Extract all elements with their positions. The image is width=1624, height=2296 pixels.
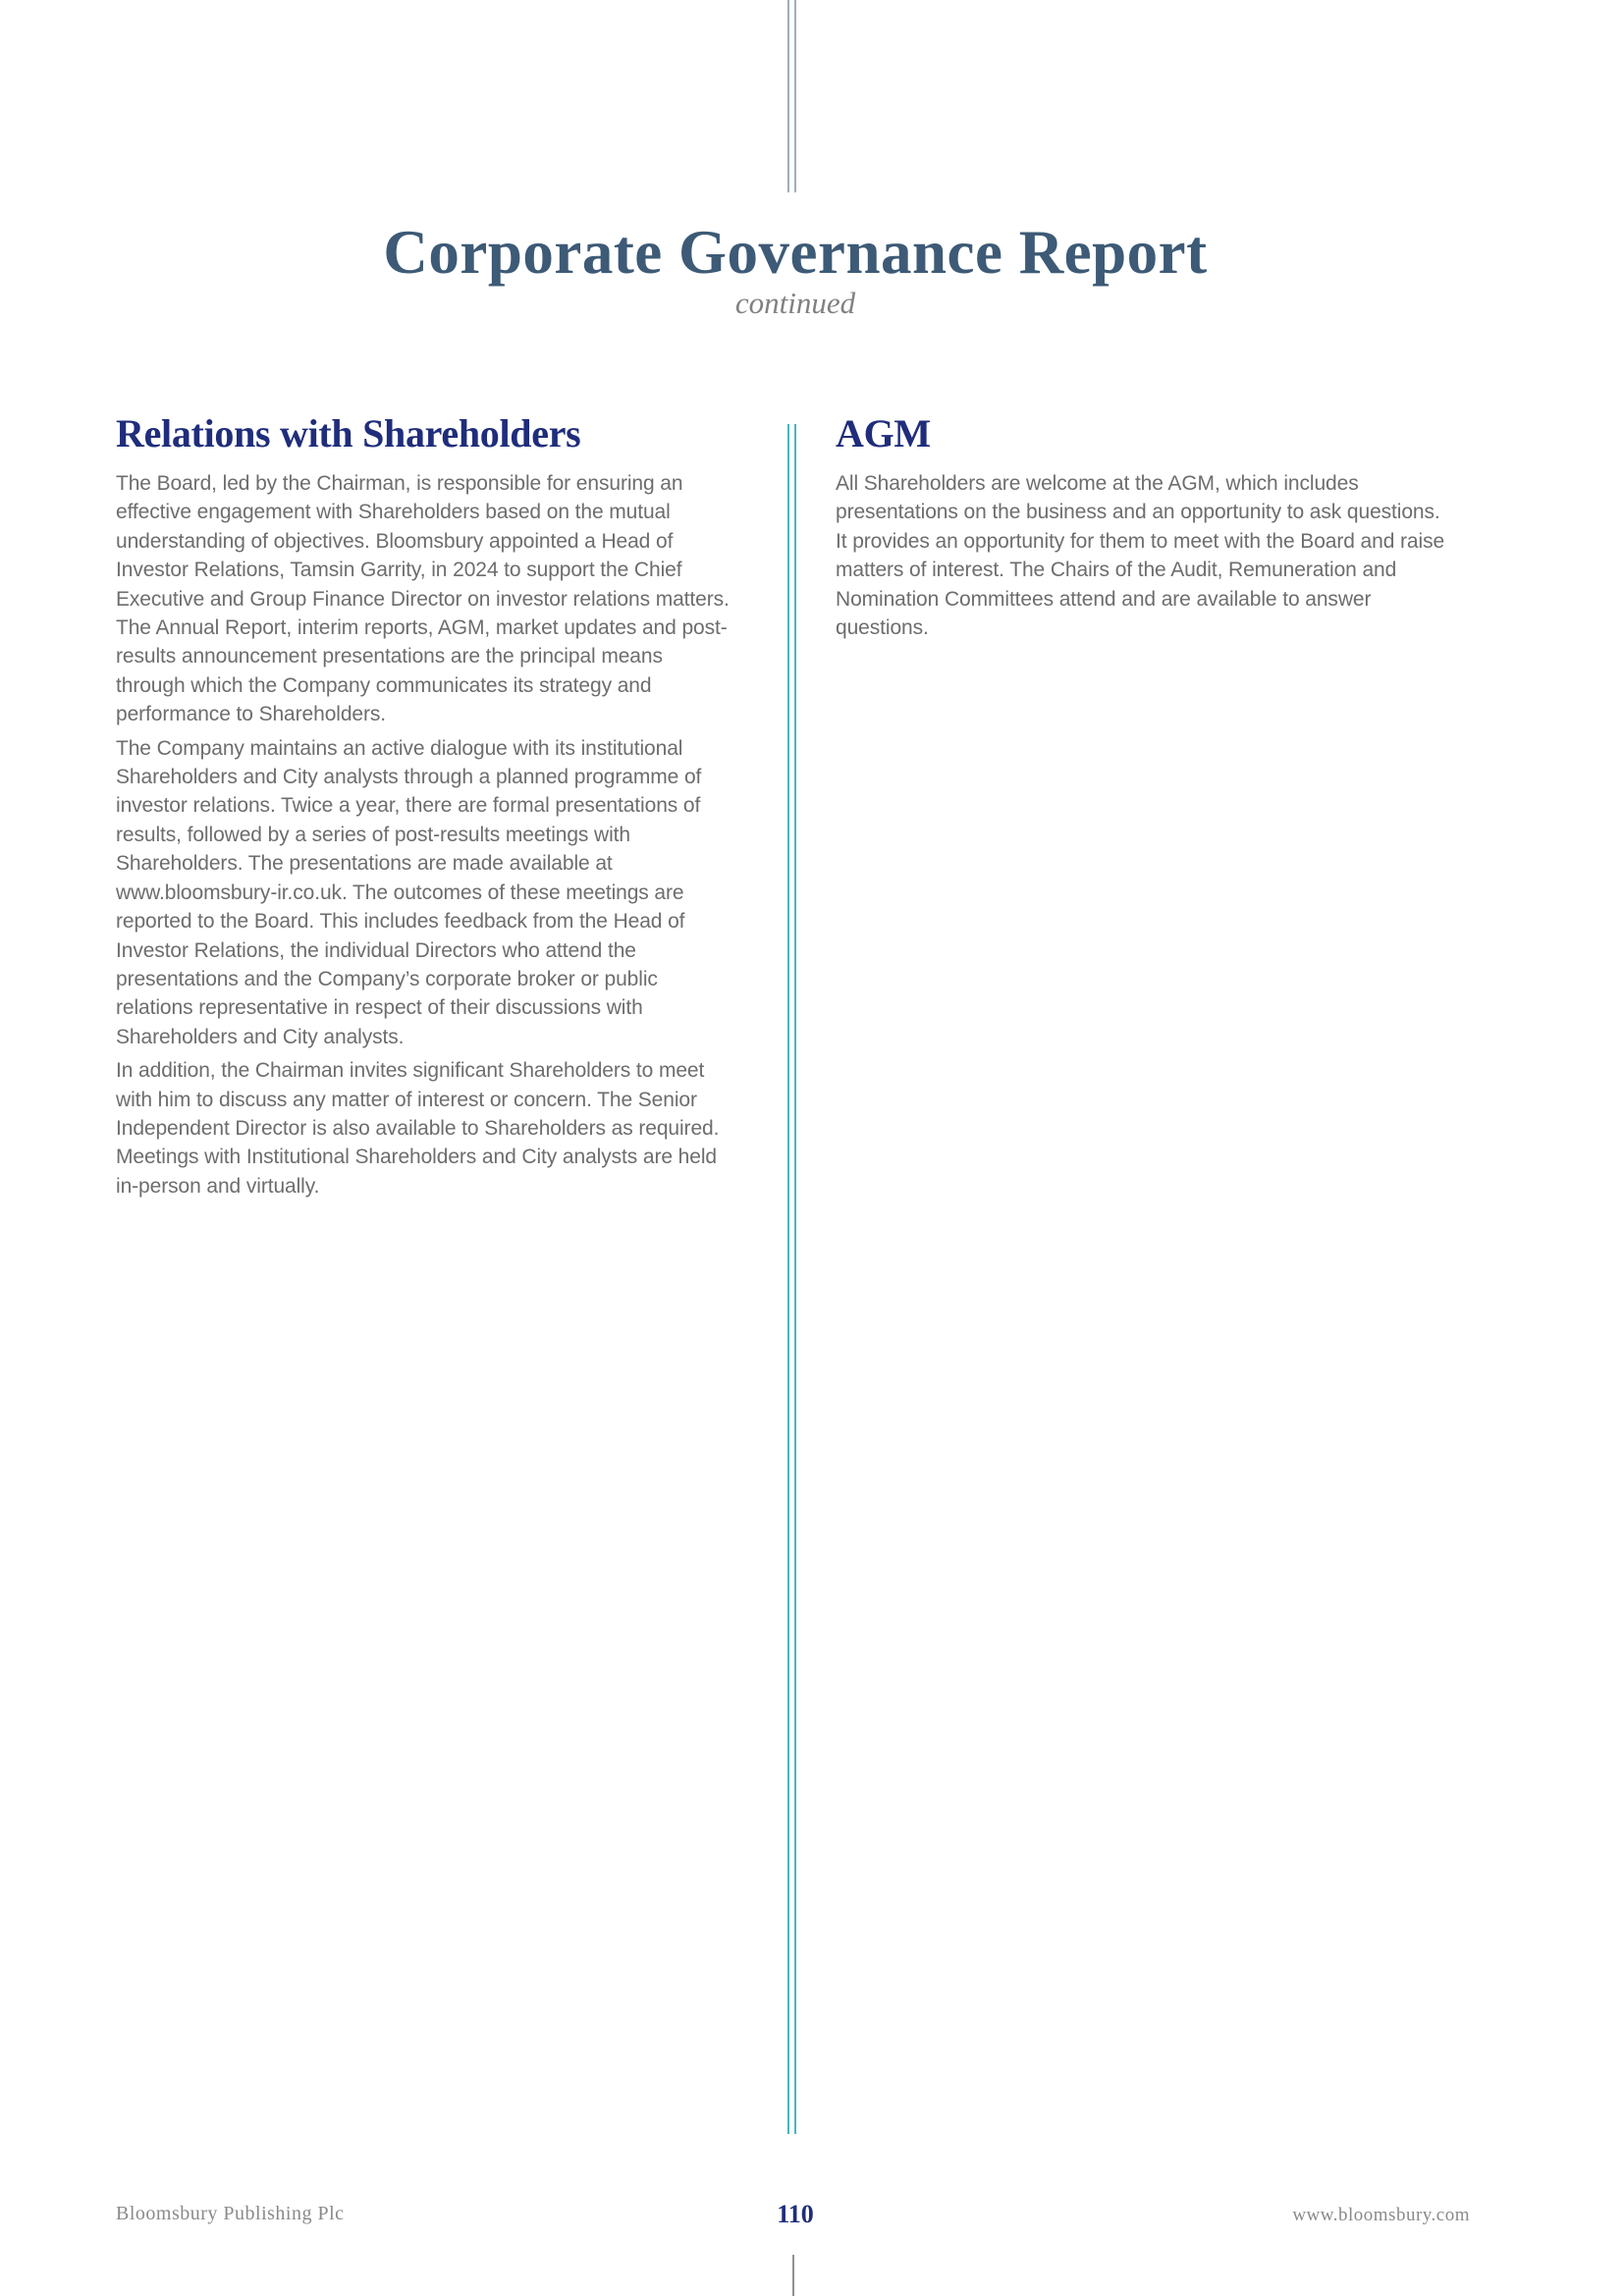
paragraph-investor-dialogue: The Company maintains an active dialogue with its institutional Shareholders and City analysts through a planned programme of investor relations. Twice a year, there are formal presentations of results, followed by a series of post-results meetings with Shareholders. The presentations are made available at www.bloomsbury-ir.co.uk. The outcomes of these meetings are reported to the Board. This includes feedback from the Head of Investor Relations, the individual Directors who attend the presentations and the Company’s corporate broker or public relations representative in respect of their discussions with Shareholders and City analysts. — [116, 736, 702, 1048]
column-divider-rule — [787, 424, 796, 2134]
left-column — [116, 412, 736, 1205]
page-title: Corporate Governance Report — [383, 218, 1208, 287]
top-double-rule — [787, 0, 796, 192]
title-block — [0, 218, 1591, 321]
footer-bottom-rule — [792, 2255, 794, 2296]
footer-page-number: 110 — [777, 2200, 814, 2228]
footer-company: Bloomsbury Publishing Plc — [116, 2203, 345, 2224]
page-subtitle: continued — [734, 286, 856, 320]
paragraph-agm: All Shareholders are welcome at the AGM, which includes presentations on the business and an opportunity to ask questions. It provides an opportunity for them to meet with the Board and raise matters of interest. The Chairs of the Audit, Remuneration and Nomination Committees attend and are available to answer questions. — [836, 472, 1445, 640]
footer-website: www.bloomsbury.com — [1292, 2205, 1470, 2225]
right-column — [836, 412, 1454, 647]
paragraph-chairman-meetings: In addition, the Chairman invites significant Shareholders to meet with him to discuss any matter of interest or concern. The Senior Independent Director is also available to Shareholders as required. Meetings with Institutional Shareholders and City analysts are held in-person and virtually. — [116, 1059, 720, 1198]
paragraph-board-engagement: The Board, led by the Chairman, is responsible for ensuring an effective engagement with Shareholders based on the mutual understanding of objectives. Bloomsbury appointed a Head of Investor Relations, Tamsin Garrity, in 2024 to support the Chief Executive and Group Finance Director on investor relations matters. The Annual Report, interim reports, AGM, market updates and post-results announcement presentations are the principal means through which the Company communicates its strategy and performance to Shareholders. — [116, 472, 730, 726]
section-heading-relations-with-shareholders: Relations with Shareholders — [116, 411, 581, 455]
section-heading-agm: AGM — [836, 411, 931, 455]
